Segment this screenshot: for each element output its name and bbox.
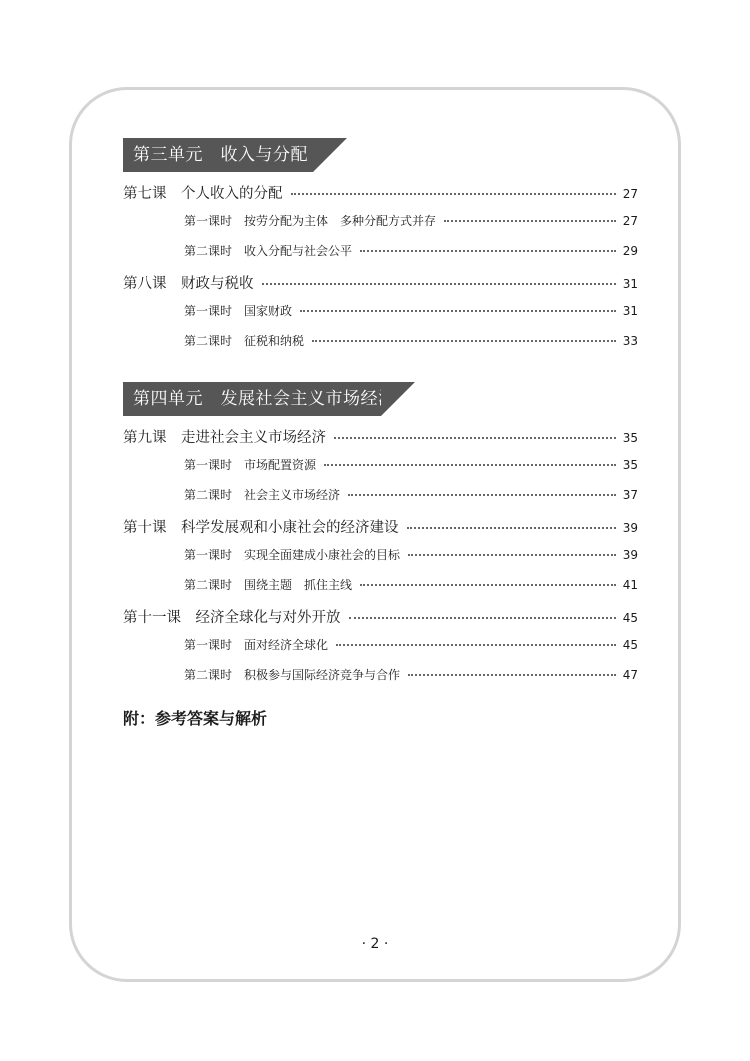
toc-lesson-entry[interactable]: [123, 606, 638, 636]
page-ref: 39: [622, 521, 638, 535]
toc-period-entry[interactable]: [123, 242, 638, 272]
dot-leader: [291, 193, 617, 195]
toc-lesson-entry[interactable]: [123, 516, 638, 546]
toc-lesson-entry[interactable]: [123, 426, 638, 456]
dot-leader: [408, 674, 616, 676]
period-title: 第二课时 社会主义市场经济: [184, 488, 341, 502]
lesson-title: 第九课 走进社会主义市场经济: [123, 430, 326, 446]
period-title: 第一课时 实现全面建成小康社会的目标: [184, 548, 401, 562]
page-ref: 31: [622, 304, 638, 318]
toc-period-entry[interactable]: [123, 666, 638, 696]
dot-leader: [349, 617, 617, 619]
lesson-title: 第十一课 经济全球化与对外开放: [123, 610, 341, 626]
period-title: 第一课时 按劳分配为主体 多种分配方式并存: [184, 214, 437, 228]
dot-leader: [334, 437, 616, 439]
toc-period-entry[interactable]: [123, 636, 638, 666]
period-title: 第一课时 面对经济全球化: [184, 638, 329, 652]
toc-period-entry[interactable]: [123, 332, 638, 362]
period-title: 第二课时 围绕主题 抓住主线: [184, 578, 353, 592]
appendix-entry[interactable]: 附：参考答案与解析: [123, 709, 268, 728]
dot-leader: [300, 310, 616, 312]
lesson-title: 第八课 财政与税收: [123, 276, 254, 292]
page-ref: 45: [622, 611, 638, 625]
page-ref: 35: [622, 458, 638, 472]
page-ref: 45: [622, 638, 638, 652]
toc-lesson-entry[interactable]: [123, 182, 638, 212]
dot-leader: [360, 584, 616, 586]
page-ref: 47: [622, 668, 638, 682]
page-ref: 31: [622, 277, 638, 291]
dot-leader: [407, 527, 617, 529]
page-ref: 39: [622, 548, 638, 562]
unit-banner: [123, 138, 313, 172]
page-ref: 33: [622, 334, 638, 348]
period-title: 第二课时 收入分配与社会公平: [184, 244, 353, 258]
toc-lesson-entry[interactable]: [123, 272, 638, 302]
toc-period-entry[interactable]: [123, 576, 638, 606]
toc-period-entry[interactable]: [123, 302, 638, 332]
period-title: 第二课时 征税和纳税: [184, 334, 305, 348]
page-ref: 29: [622, 244, 638, 258]
period-title: 第二课时 积极参与国际经济竞争与合作: [184, 668, 401, 682]
toc-period-entry[interactable]: [123, 456, 638, 486]
dot-leader: [360, 250, 616, 252]
page-ref: 27: [622, 214, 638, 228]
toc-period-entry[interactable]: [123, 546, 638, 576]
page-ref: 37: [622, 488, 638, 502]
table-of-contents: [123, 138, 638, 729]
page-ref: 27: [622, 187, 638, 201]
unit-banner: [123, 382, 396, 416]
page-number: · 2 ·: [361, 936, 389, 952]
dot-leader: [336, 644, 616, 646]
toc-period-entry[interactable]: [123, 212, 638, 242]
toc-period-entry[interactable]: [123, 486, 638, 516]
unit-title: 第三单元 收入与分配: [133, 145, 308, 165]
dot-leader: [324, 464, 616, 466]
page-ref: 41: [622, 578, 638, 592]
dot-leader: [312, 340, 616, 342]
lesson-title: 第十课 科学发展观和小康社会的经济建设: [123, 520, 399, 536]
unit-title: 第四单元 发展社会主义市场经济: [133, 389, 396, 409]
period-title: 第一课时 国家财政: [184, 304, 293, 318]
dot-leader: [444, 220, 616, 222]
lesson-title: 第七课 个人收入的分配: [123, 186, 283, 202]
period-title: 第一课时 市场配置资源: [184, 458, 317, 472]
dot-leader: [348, 494, 616, 496]
dot-leader: [262, 283, 617, 285]
dot-leader: [408, 554, 616, 556]
page-ref: 35: [622, 431, 638, 445]
